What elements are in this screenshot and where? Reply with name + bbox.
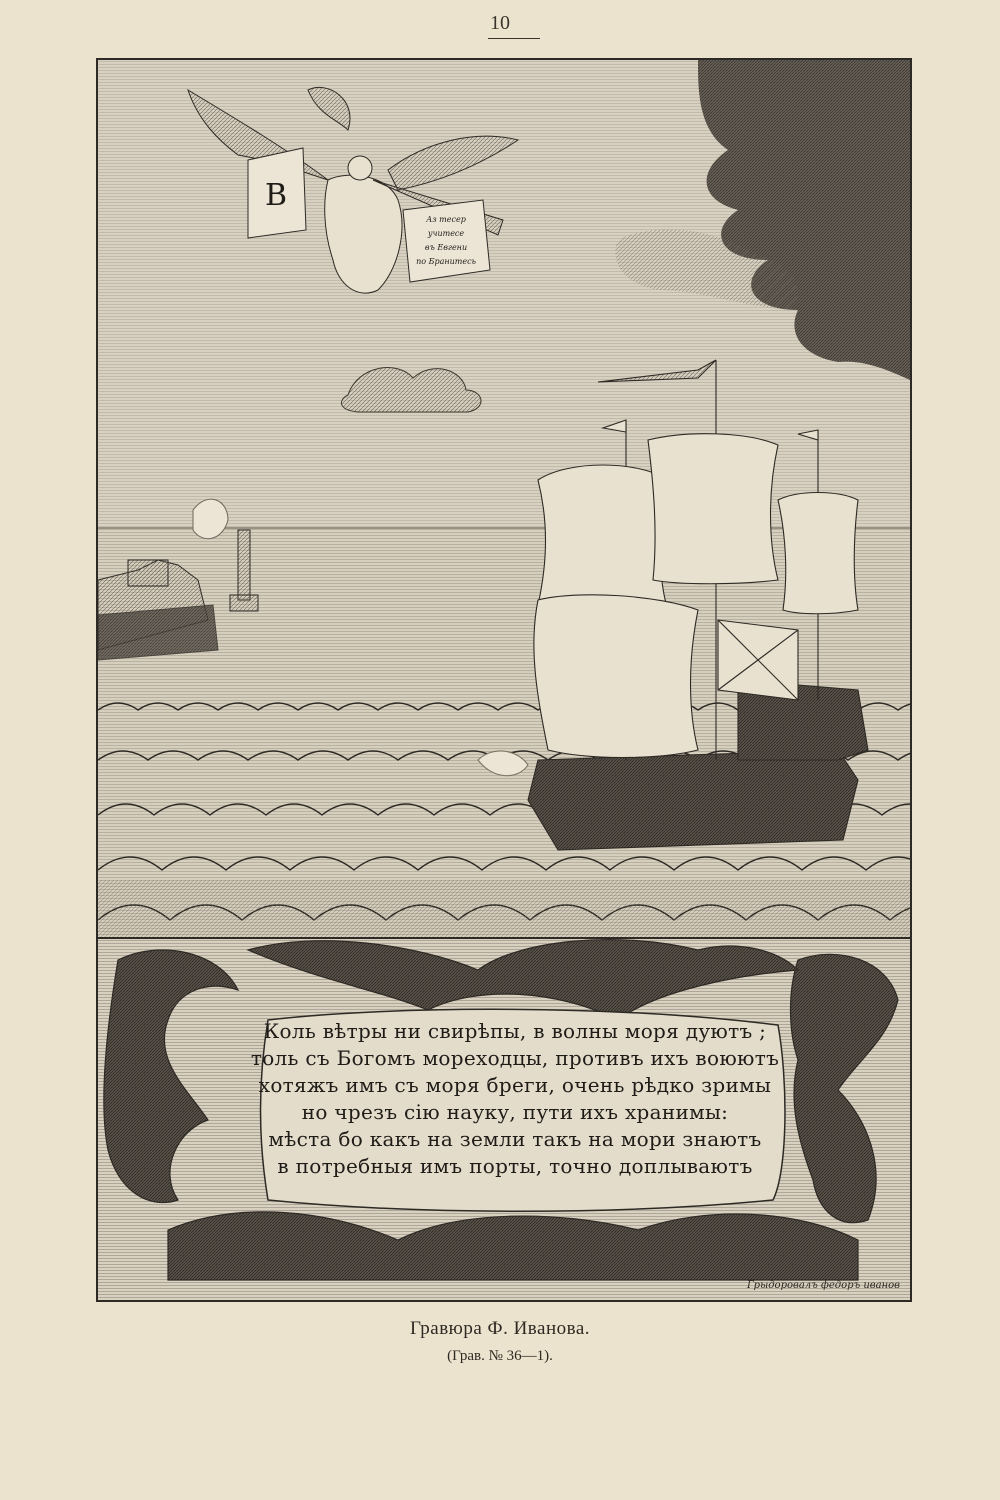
verse-line: в потребныя имъ порты, точно доплываютъ (277, 1154, 753, 1178)
scroll-line: по Бранитесь (416, 257, 476, 266)
page-number: 10 (490, 12, 510, 34)
figure-reference: (Грав. № 36—1). (447, 1348, 553, 1364)
figure-caption: Гравюра Ф. Иванова. (409, 1318, 591, 1339)
scroll-line: учитесе (427, 229, 465, 238)
verse-line: мѣста бо какъ на земли такъ на мори знаютъ (268, 1127, 762, 1151)
verse-line: Коль вѣтры ни свирѣпы, в волны моря дуютъ ; (263, 1019, 767, 1043)
page-number-rule (488, 38, 540, 39)
scroll-line: Аз тесер (426, 215, 466, 224)
verse-line: хотяжъ имъ съ моря бреги, очень рѣдко зримы (258, 1073, 772, 1097)
verse-line: толь съ Богомъ мореходцы, противъ ихъ воюютъ (250, 1046, 780, 1070)
verse-text (230, 1018, 800, 1180)
engraver-signature: Грыдоровалъ федоръ иванов (747, 1280, 900, 1291)
scroll-line: въ Евгени (424, 243, 468, 252)
scroll (403, 200, 490, 282)
banner (248, 148, 306, 238)
banner-letter: В (264, 178, 288, 213)
verse-line: но чрезъ сію науку, пути ихъ хранимы: (301, 1100, 729, 1124)
